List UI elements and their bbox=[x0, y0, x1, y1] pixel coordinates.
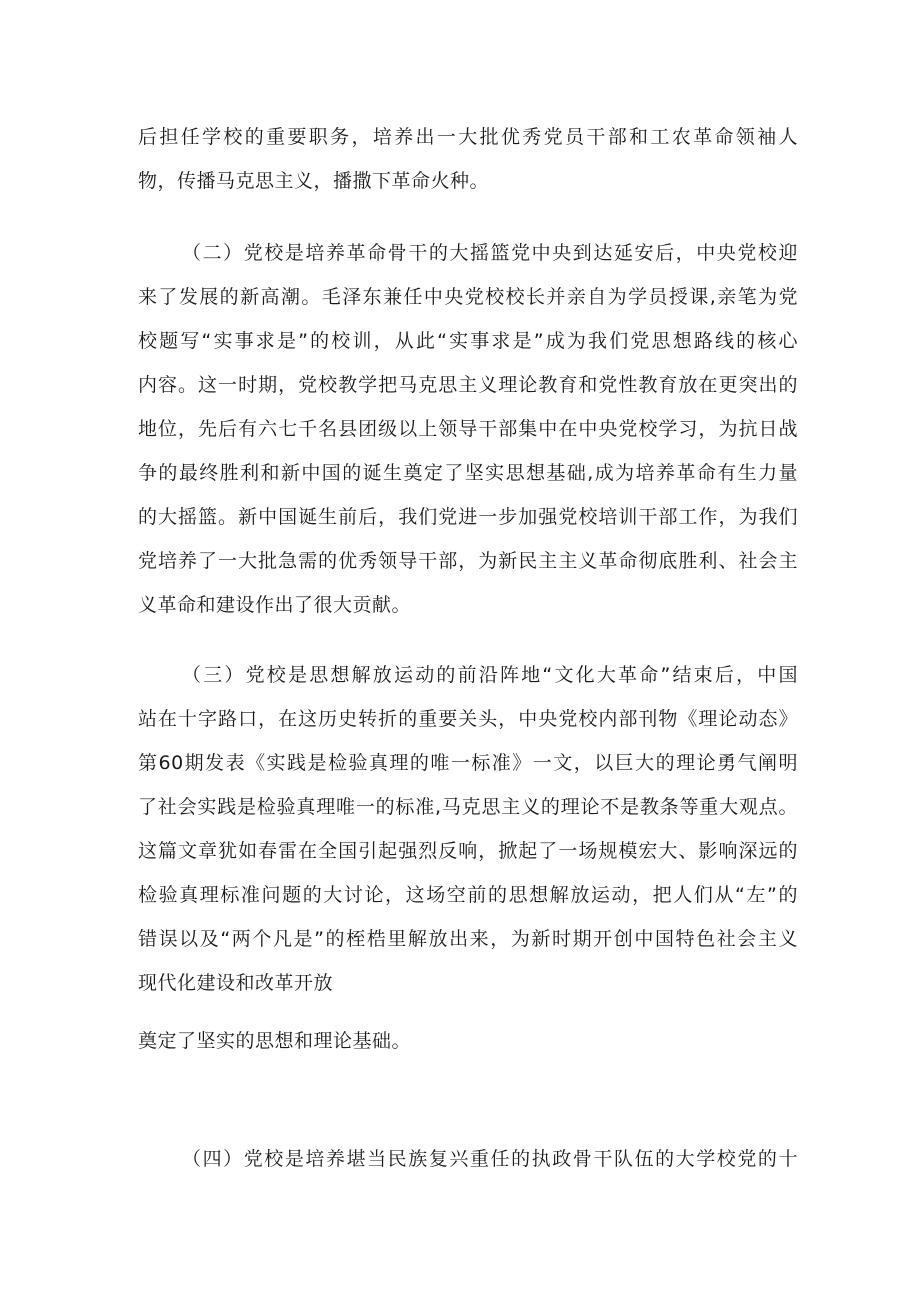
paragraph-3-line-8: 现代化建设和改革开放 bbox=[138, 972, 334, 994]
paragraph-2-line-7: 的大摇篮。新中国诞生前后，我们党进一步加强党校培训干部工作，为我们 bbox=[138, 506, 798, 528]
paragraph-3-line-7: 错误以及“两个凡是”的桎梏里解放出来，为新时期开创中国特色社会主义 bbox=[138, 928, 798, 950]
paragraph-3-line-2: 站在十字路口，在这历史转折的重要关头，中央党校内部刊物《理论动态》 bbox=[138, 708, 798, 730]
paragraph-2-line-8: 党培养了一大批急需的优秀领导干部，为新民主主义革命彻底胜利、社会主 bbox=[138, 550, 798, 572]
paragraph-3-line-1: （三）党校是思想解放运动的前沿阵地“文化大革命”结束后，中国 bbox=[182, 664, 798, 686]
paragraph-3-line-3: 第60期发表《实践是检验真理的唯一标准》一文，以巨大的理论勇气阐明 bbox=[138, 752, 798, 774]
paragraph-2-line-5: 地位，先后有六七千名县团级以上领导干部集中在中央党校学习，为抗日战 bbox=[138, 418, 798, 440]
paragraph-2-line-9: 义革命和建设作出了很大贡献。 bbox=[138, 594, 412, 616]
paragraph-4-line-1: （四）党校是培养堪当民族复兴重任的执政骨干队伍的大学校党的十 bbox=[182, 1148, 798, 1170]
paragraph-2-line-1: （二）党校是培养革命骨干的大摇篮党中央到达延安后，中央党校迎 bbox=[182, 242, 798, 264]
paragraph-2-line-6: 争的最终胜利和新中国的诞生奠定了坚实思想基础,成为培养革命有生力量 bbox=[138, 462, 798, 484]
paragraph-3-line-4: 了社会实践是检验真理唯一的标准,马克思主义的理论不是教条等重大观点。 bbox=[138, 796, 798, 818]
paragraph-3-line-5: 这篇文章犹如春雷在全国引起强烈反响，掀起了一场规模宏大、影响深远的 bbox=[138, 840, 798, 862]
paragraph-2-line-3: 校题写“实事求是”的校训，从此“实事求是”成为我们党思想路线的核心 bbox=[138, 330, 798, 352]
paragraph-2-line-4: 内容。这一时期，党校教学把马克思主义理论教育和党性教育放在更突出的 bbox=[138, 374, 798, 396]
paragraph-3-line-9: 奠定了坚实的思想和理论基础。 bbox=[138, 1030, 412, 1052]
paragraph-2-line-2: 来了发展的新高潮。毛泽东兼任中央党校校长并亲自为学员授课,亲笔为党 bbox=[138, 286, 798, 308]
paragraph-1-line-2: 物，传播马克思主义，播撒下革命火种。 bbox=[138, 170, 490, 192]
paragraph-1-line-1: 后担任学校的重要职务，培养出一大批优秀党员干部和工农革命领袖人 bbox=[138, 126, 798, 148]
paragraph-3-line-6: 检验真理标准问题的大讨论，这场空前的思想解放运动，把人们从“左”的 bbox=[138, 884, 798, 906]
